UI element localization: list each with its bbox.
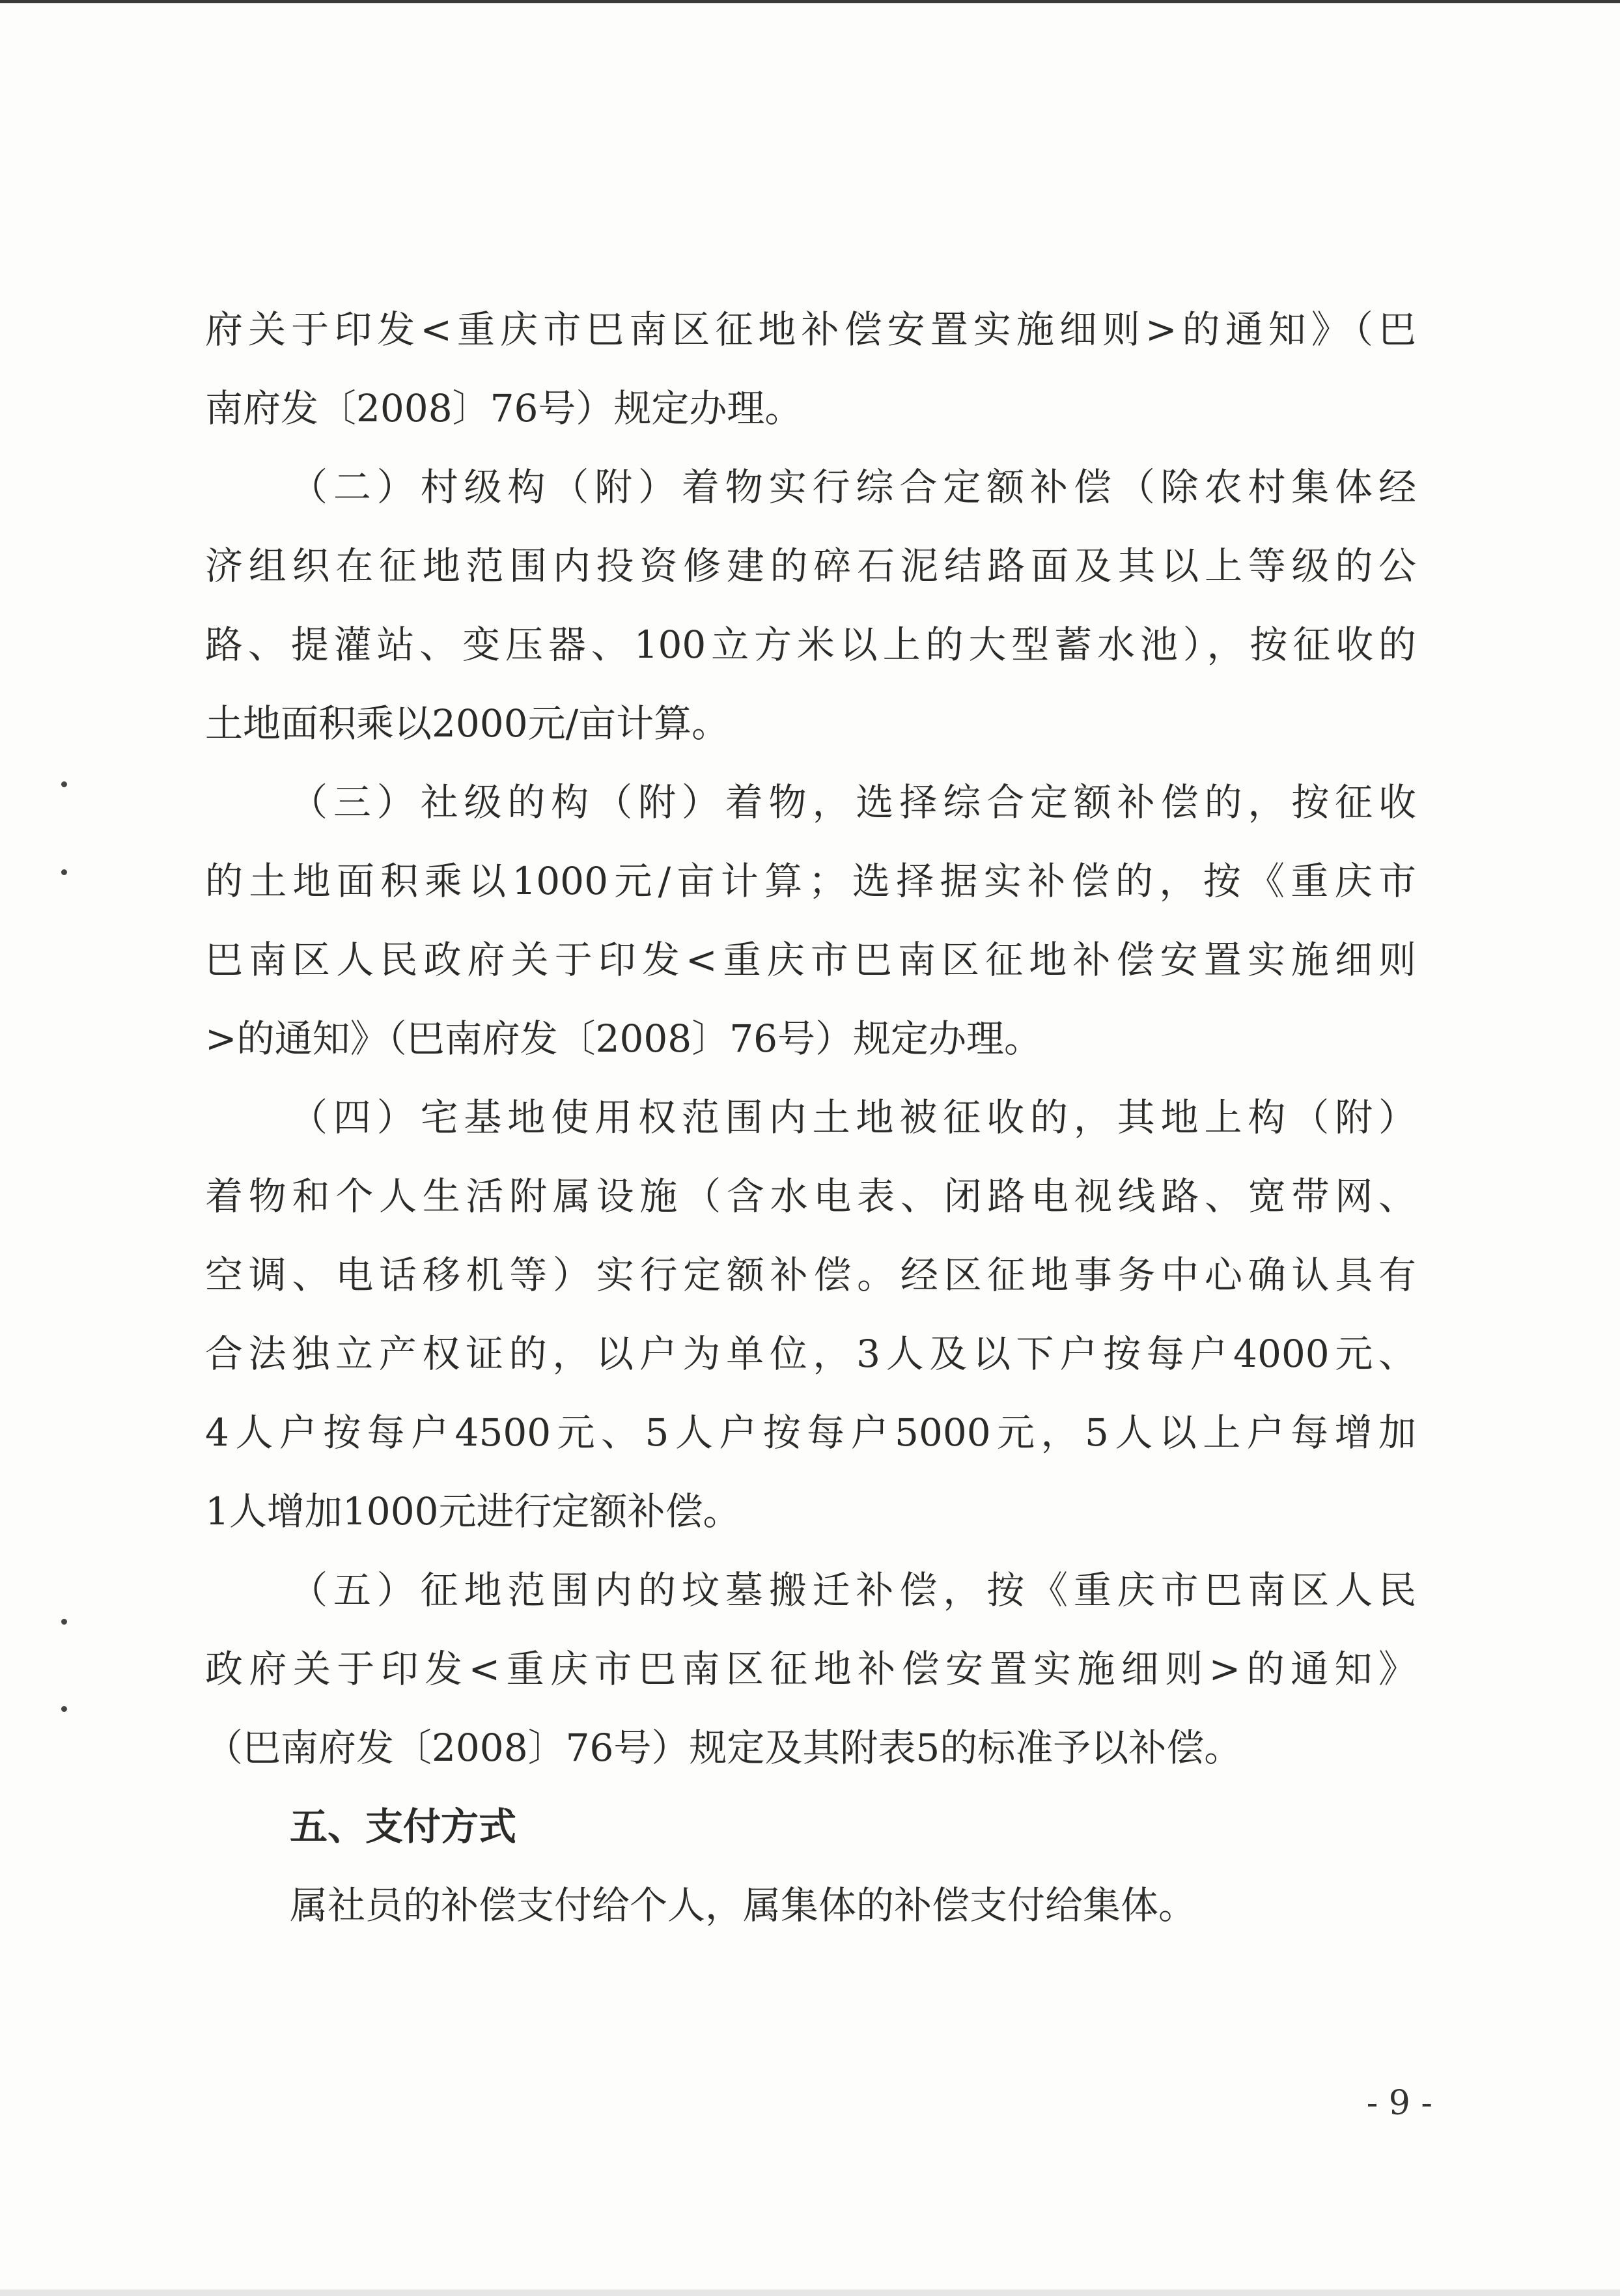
text-line: 济组织在征地范围内投资修建的碎石泥结路面及其以上等级的公 (205, 544, 1416, 588)
scan-border-bottom (0, 2289, 1620, 2296)
text-line: >的通知》（巴南府发〔2008〕76号）规定办理。 (205, 1016, 1042, 1061)
section-heading: 五、支付方式 (290, 1804, 517, 1849)
text-line: 府关于印发<重庆市巴南区征地补偿安置实施细则>的通知》（巴 (205, 307, 1416, 352)
binding-hole-mark (61, 869, 67, 875)
binding-hole-mark (61, 1706, 67, 1712)
text-line: 的土地面积乘以1000元/亩计算；选择据实补偿的，按《重庆市 (205, 859, 1416, 903)
text-line: 土地面积乘以2000元/亩计算。 (205, 701, 730, 746)
text-line: 路、提灌站、变压器、100立方米以上的大型蓄水池），按征收的 (205, 623, 1416, 667)
text-line: 南府发〔2008〕76号）规定办理。 (205, 386, 803, 430)
text-line: 属社员的补偿支付给个人，属集体的补偿支付给集体。 (290, 1883, 1197, 1927)
page-number: - 9 - (1366, 2084, 1432, 2123)
binding-hole-mark (61, 1619, 67, 1625)
text-line: 1人增加1000元进行定额补偿。 (205, 1489, 741, 1533)
text-line: （巴南府发〔2008〕76号）规定及其附表5的标准予以补偿。 (205, 1726, 1242, 1770)
paragraph-three-start: （三）社级的构（附）着物，选择综合定额补偿的，按征收 (290, 780, 1416, 824)
text-line: 4人户按每户4500元、5人户按每户5000元，5人以上户每增加 (205, 1410, 1416, 1455)
paragraph-four-start: （四）宅基地使用权范围内土地被征收的，其地上构（附） (290, 1095, 1416, 1140)
paragraph-five-start: （五）征地范围内的坟墓搬迁补偿，按《重庆市巴南区人民 (290, 1568, 1416, 1612)
scan-border-top (0, 0, 1620, 3)
text-line: 政府关于印发<重庆市巴南区征地补偿安置实施细则>的通知》 (205, 1647, 1416, 1691)
text-line: 巴南区人民政府关于印发<重庆市巴南区征地补偿安置实施细则 (205, 938, 1416, 982)
text-line: 合法独立产权证的，以户为单位，3人及以下户按每户4000元、 (205, 1332, 1416, 1376)
binding-hole-mark (61, 781, 67, 787)
text-line: 着物和个人生活附属设施（含水电表、闭路电视线路、宽带网、 (205, 1174, 1416, 1218)
text-line: 空调、电话移机等）实行定额补偿。经区征地事务中心确认具有 (205, 1253, 1416, 1297)
paragraph-two-start: （二）村级构（附）着物实行综合定额补偿（除农村集体经 (290, 465, 1416, 509)
